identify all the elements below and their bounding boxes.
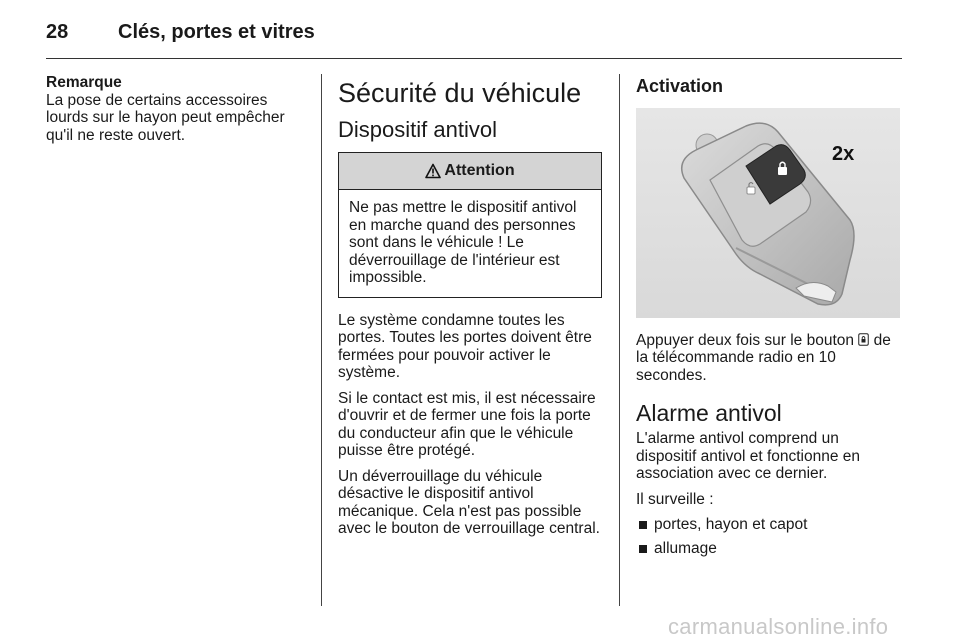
attention-text: Ne pas mettre le dispositif antivol en marche quand des personnes sont dans le véhicule ! Le déverrouillage de l'intérieur est impossible. — [349, 199, 577, 286]
activation-heading: Activation — [636, 76, 724, 96]
attention-box — [338, 152, 602, 298]
paragraph: Le système condamne toutes les portes. Toutes les portes doivent être fermées pour pouvoir activer le système. — [338, 311, 592, 381]
attention-label: Attention — [444, 162, 515, 180]
subsection-heading: Dispositif antivol — [338, 117, 497, 142]
page-header — [46, 18, 902, 59]
press-count-label: 2x — [832, 142, 855, 165]
key-fob-illustration — [636, 108, 900, 318]
watermark: carmanualsonline.info — [668, 614, 889, 639]
alarm-monitors-label: Il surveille : — [636, 490, 714, 508]
lock-icon — [858, 333, 869, 346]
paragraph: Si le contact est mis, il est nécessaire d'ouvrir et de fermer une fois la porte du conducteur afin que le véhicule puisse être protégé. — [338, 389, 596, 459]
page-number: 28 — [46, 21, 69, 43]
remark-title: Remarque — [46, 74, 122, 91]
right-column — [636, 74, 902, 563]
column-divider — [321, 74, 322, 606]
activation-text: Appuyer deux fois sur le bouton de la télécommande radio en 10 secondes. — [636, 331, 891, 384]
attention-header — [339, 153, 601, 190]
list-item: portes, hayon et capot — [636, 516, 902, 534]
alarm-heading: Alarme antivol — [636, 400, 782, 426]
column-divider — [619, 74, 620, 606]
alarm-intro: L'alarme antivol comprend un dispositif antivol et fonctionne en association avec ce dernier. — [636, 430, 861, 482]
section-heading: Sécurité du véhicule — [338, 78, 582, 108]
paragraph: Un déverrouillage du véhicule désactive le dispositif antivol mécanique. Cela n'est pas possible avec le bouton de verrouillage central. — [338, 467, 600, 537]
left-column — [46, 74, 304, 144]
middle-column — [338, 74, 602, 546]
chapter-title: Clés, portes et vitres — [118, 21, 315, 43]
warning-triangle-icon — [425, 163, 441, 179]
remark-text: La pose de certains accessoires lourds sur le hayon peut empêcher qu'il ne reste ouvert. — [46, 91, 285, 144]
list-item: allumage — [636, 540, 902, 558]
alarm-monitor-list — [636, 516, 902, 557]
